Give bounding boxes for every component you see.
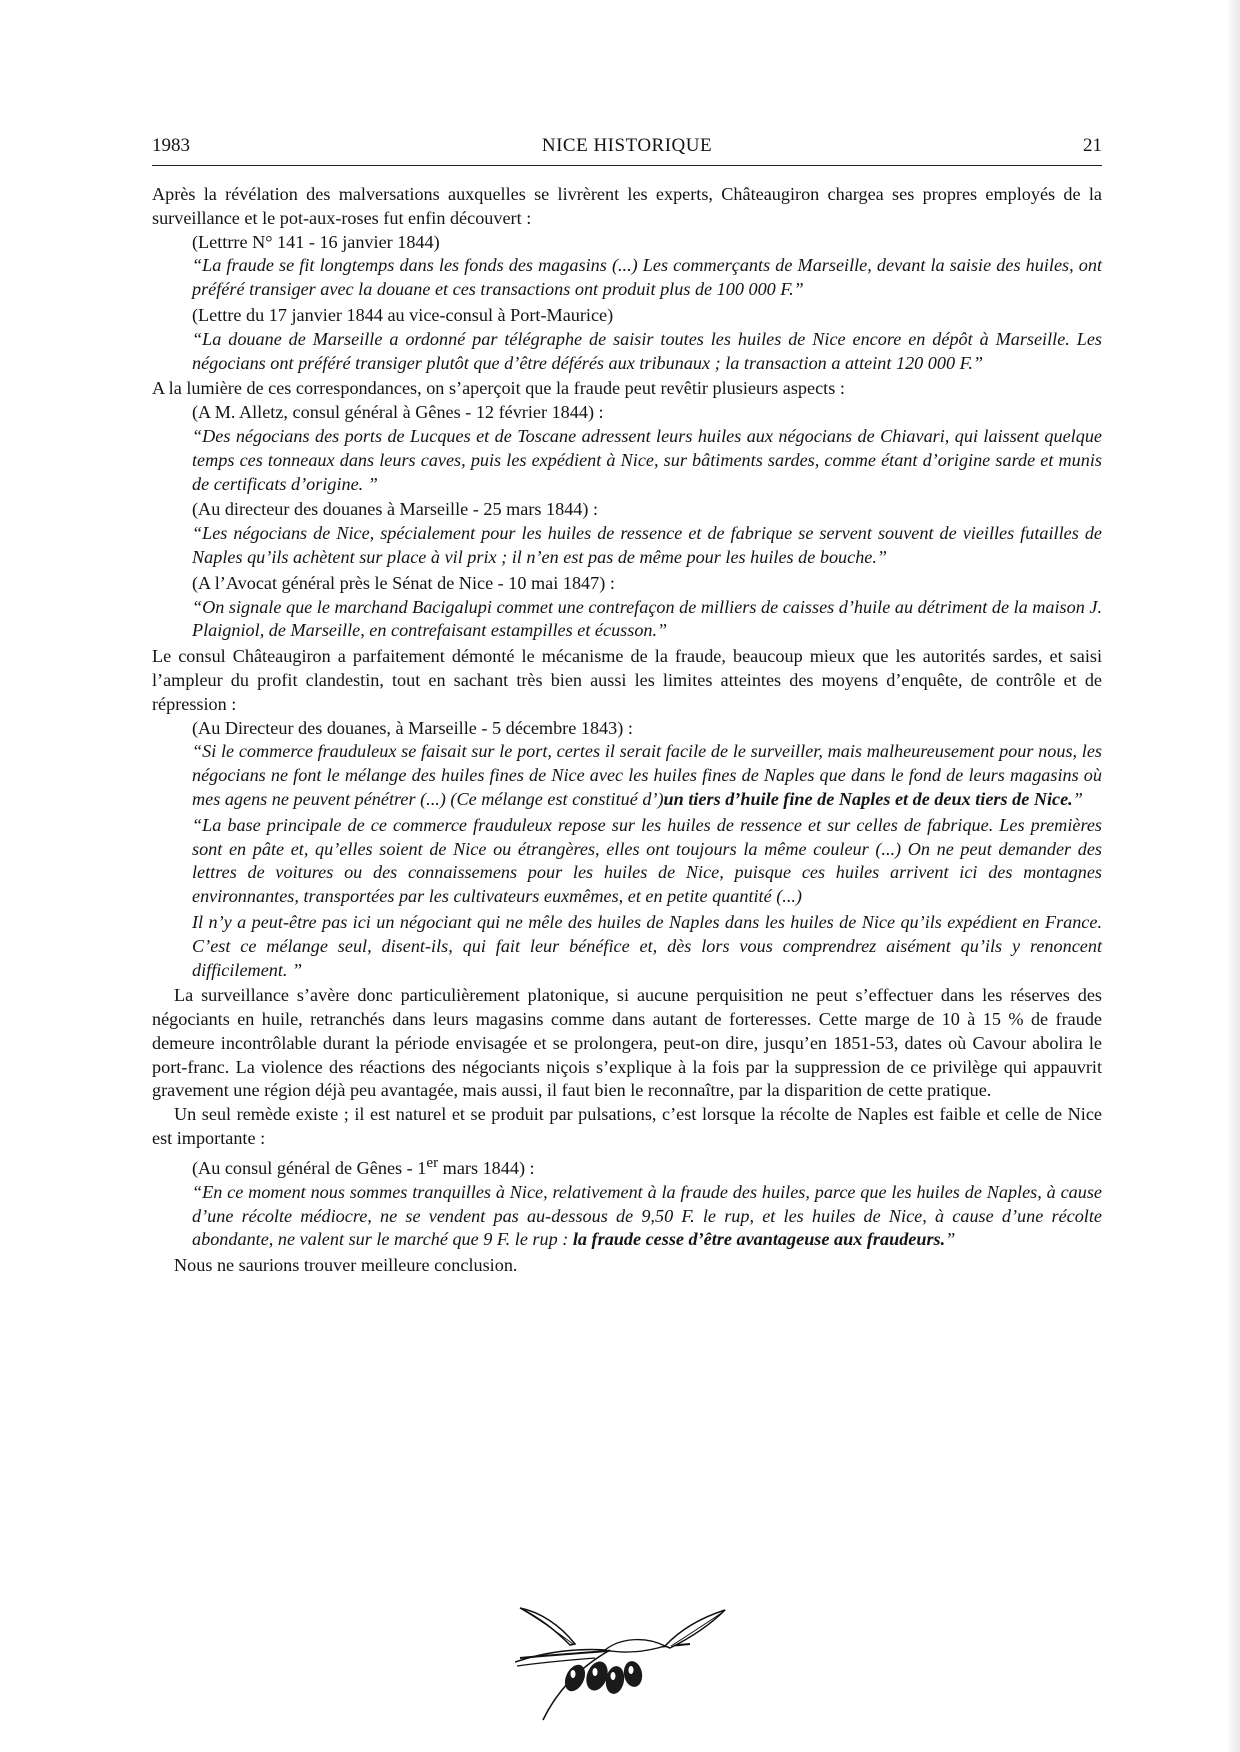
paragraph: Le consul Châteaugiron a parfaitement démonté le mécanisme de la fraude, beaucoup mieux que les autorités sardes, et saisi l’ampleur du profit clandestin, tout en sachant très bien aussi les limites atteintes des moyens d’enquête, de contrôle et de répression : [152,646,1102,714]
page-header [152,133,1102,166]
quotation-text: “Si le commerce frauduleux se faisait sur le port, certes il serait facile de le surveiller, mais malheureusement pour nous, les négocians ne font le mélange des huiles fines de Nice avec les huiles fines de Naples que dans le fond de leurs magasins où mes agens ne peuvent pénétrer (...) (Ce mélange est constitué d’) [192,741,1102,809]
emphasis-text: un tiers d’huile fine de Naples et de deux tiers de Nice. [663,788,1073,809]
paragraph: Après la révélation des malversations auxquelles se livrèrent les experts, Châteaugiron chargea ses propres employés de la surveillance et le pot-aux-roses fut enfin découvert : [152,184,1102,228]
page-edge-shadow [1226,0,1240,1752]
olive-branch-icon [515,1600,730,1725]
reference-text: mars 1844) : [438,1157,535,1178]
letter-reference [152,1151,1102,1181]
emphasis-text: la fraude cesse d’être avantageuse aux fraudeurs. [572,1229,946,1250]
paragraph: A la lumière de ces correspondances, on s’aperçoit que la fraude peut revêtir plusieurs aspects : [152,378,845,399]
quotation [152,1181,1102,1252]
quotation: “On signale que le marchand Bacigalupi commet une contrefaçon de milliers de caisses d’huile au détriment de la maison J. Plaigniol, de Marseille, en contrefaisant estampilles et écusson.” [192,596,1102,641]
quotation: “La douane de Marseille a ordonné par télégraphe de saisir toutes les huiles de Nice encore en dépôt à Marseille. Les négocians ont préféré transiger plutôt que d’être déférés aux tribunaux ; la transaction a atteint 120 000 F.” [192,328,1102,373]
paragraph: La surveillance s’avère donc particulièrement platonique, si aucune perquisition ne peut s’effectuer dans les réserves des négociants en huile, retranchés dans leurs magasins comme dans autant de forteresses. Cette marge de 10 à 15 % de fraude demeure incontrôlable durant la période envisagée et se prolongera, peut-on dire, jusqu’en 1851-53, dates où Cavour abolira le port-franc. La violence des réactions des négociants niçois s’explique à la fois par la suppression de ce privilège qui appauvrit gravement une région déjà peu avantagée, mais aussi, il faut bien le reconnaître, par la disparition de cette pratique. [152,985,1102,1101]
letter-reference: (A M. Alletz, consul général à Gênes - 12 février 1844) : [192,402,604,423]
ordinal-superscript: er [426,1153,439,1171]
letter-reference: (Au Directeur des douanes, à Marseille - 5 décembre 1843) : [192,717,633,738]
letter-reference: (Lettre du 17 janvier 1844 au vice-consul à Port-Maurice) [192,304,614,325]
article-body [152,183,1102,1278]
letter-reference: (A l’Avocat général près le Sénat de Nice - 10 mai 1847) : [192,572,615,593]
quotation: “La base principale de ce commerce frauduleux repose sur les huiles de ressence et sur celles de fabrique. Les premières sont en pâte et, qu’elles soient de Nice ou étrangères, elles ont toujours la même couleur (...) On ne peut demander des lettres de voitures ou des connaissemens pour les huiles de Nice, puisque ces huiles arrivent ici des montagnes environnantes, transportées par les cultivateurs euxmêmes, et en petite quantité (...) [192,814,1102,907]
paragraph: Un seul remède existe ; il est naturel et se produit par pulsations, c’est lorsque la récolte de Naples est faible et celle de Nice est importante : [152,1104,1102,1149]
letter-reference: (Lettrre N° 141 - 16 janvier 1844) [192,231,440,252]
quotation: “Des négocians des ports de Lucques et de Toscane adressent leurs huiles aux négocians de Chiavari, qui laissent quelque temps ces tonneaux dans leurs caves, puis les expédient à Nice, sur bâtiments sardes, comme étant d’origine sarde et munis de certificats d’origine. ” [192,425,1102,494]
quote-close: ” [945,1229,956,1250]
paragraph: Nous ne saurions trouver meilleure conclusion. [174,1255,518,1276]
header-year: 1983 [152,135,190,156]
quote-close: ” [1072,788,1083,809]
journal-title: NICE HISTORIQUE [541,135,713,156]
page-number: 21 [1083,135,1102,156]
letter-reference: (Au directeur des douanes à Marseille - 25 mars 1844) : [192,499,599,520]
quotation-text: “En ce moment nous sommes tranquilles à Nice, relativement à la fraude des huiles, parce que les huiles de Naples, à cause d’une récolte médiocre, ne se vendent pas au-dessous de 9,50 F. le rup, et les huiles de Nice, à cause d’une récolte abondante, ne valent sur le marché que 9 F. le rup : [192,1181,1102,1250]
quotation: “La fraude se fit longtemps dans les fonds des magasins (...) Les commerçants de Marseille, devant la saisie des huiles, ont préféré transiger avec la douane et ces transactions ont produit plus de 100 000 F.” [192,255,1102,300]
quotation: Il n’y a peut-être pas ici un négociant qui ne mêle des huiles de Naples dans les huiles de Nice qu’ils expédient en France. C’est ce mélange seul, disent-ils, qui fait leur bénéfice et, dès lors vous comprendrez aisément qu’ils y renoncent difficilement. ” [192,911,1102,980]
quotation [152,740,1102,811]
quotation: “Les négocians de Nice, spécialement pour les huiles de ressence et de fabrique se servent souvent de vieilles futailles de Naples qu’ils achètent sur place à vil prix ; il n’en est pas de même pour les huiles de bouche.” [192,523,1102,567]
reference-text: (Au consul général de Gênes - 1 [192,1157,427,1178]
